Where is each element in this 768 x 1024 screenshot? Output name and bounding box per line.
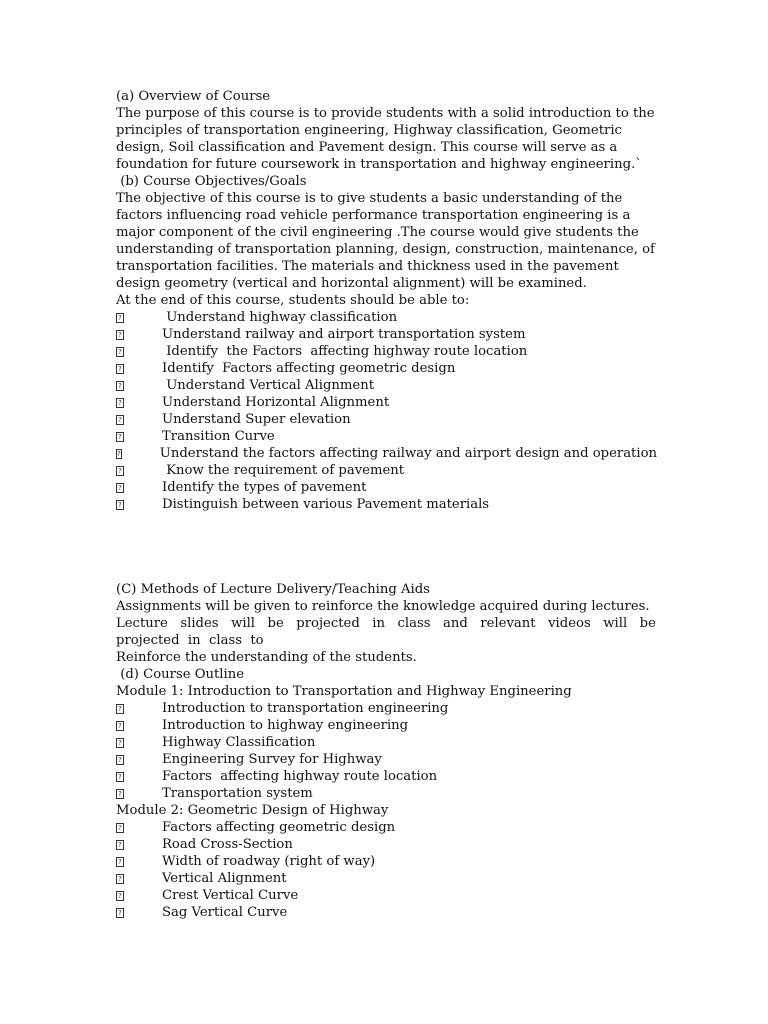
list-item — [116, 870, 656, 887]
overview-line: foundation for future coursework in transportation and highway engineering.` — [116, 157, 642, 172]
justified-word: will — [603, 616, 628, 631]
missing-glyph-icon: ? — [116, 483, 124, 493]
list-item — [116, 819, 656, 836]
justified-word: be — [639, 616, 656, 631]
missing-glyph-icon: ? — [116, 500, 124, 510]
list-item — [116, 343, 656, 360]
list-item — [116, 887, 656, 904]
module2-list — [116, 819, 656, 921]
methods-heading: (C) Methods of Lecture Delivery/Teaching Aids — [116, 582, 430, 597]
list-item-text: Identify the Factors affecting highway route location — [162, 344, 528, 359]
methods-line: projected in class to — [116, 633, 264, 648]
justified-word: videos — [548, 616, 591, 631]
list-item — [116, 700, 656, 717]
justified-word: Lecture — [116, 616, 168, 631]
missing-glyph-icon: ? — [116, 364, 124, 374]
list-item — [116, 853, 656, 870]
list-item — [116, 836, 656, 853]
list-item-text: Know the requirement of pavement — [162, 463, 405, 478]
list-item — [116, 462, 656, 479]
objectives-line: design geometry (vertical and horizontal alignment) will be examined. — [116, 276, 587, 291]
justified-word: will — [231, 616, 256, 631]
list-item — [116, 904, 656, 921]
justified-word: class — [397, 616, 431, 631]
list-item-text: Introduction to highway engineering — [162, 718, 409, 733]
list-item-text: Factors affecting geometric design — [162, 820, 396, 835]
list-item — [116, 377, 656, 394]
list-item-text: Highway Classification — [162, 735, 316, 750]
missing-glyph-icon: ? — [116, 313, 124, 323]
list-item — [116, 496, 656, 513]
outline-heading: (d) Course Outline — [116, 667, 245, 682]
list-item-text: Crest Vertical Curve — [162, 888, 299, 903]
missing-glyph-icon: ? — [116, 347, 124, 357]
list-item — [116, 734, 656, 751]
list-item — [116, 411, 656, 428]
list-item — [116, 785, 656, 802]
list-item — [116, 751, 656, 768]
missing-glyph-icon: ? — [116, 466, 124, 476]
missing-glyph-icon: ? — [116, 857, 124, 867]
missing-glyph-icon: ? — [116, 840, 124, 850]
list-item-text: Distinguish between various Pavement materials — [162, 497, 490, 512]
list-item — [116, 768, 656, 785]
overview-line: The purpose of this course is to provide students with a solid introduction to the — [116, 106, 655, 121]
objectives-line: transportation facilities. The materials and thickness used in the pavement — [116, 259, 619, 274]
list-item-text: Identify the types of pavement — [162, 480, 367, 495]
module1-list — [116, 700, 656, 802]
list-item-text: Introduction to transportation engineering — [162, 701, 449, 716]
objectives-list — [116, 309, 656, 513]
list-item — [116, 428, 656, 445]
objectives-line: factors influencing road vehicle performance transportation engineering is a — [116, 208, 631, 223]
missing-glyph-icon: ? — [116, 755, 124, 765]
list-item-text: Understand highway classification — [162, 310, 398, 325]
objectives-line: At the end of this course, students should be able to: — [116, 293, 470, 308]
missing-glyph-icon: ? — [116, 381, 124, 391]
module2-title: Module 2: Geometric Design of Highway — [116, 803, 389, 818]
list-item-text: Vertical Alignment — [162, 871, 287, 886]
list-item-text: Transportation system — [162, 786, 313, 801]
overview-line: principles of transportation engineering, Highway classification, Geometric — [116, 123, 622, 138]
list-item-text: Factors affecting highway route location — [162, 769, 438, 784]
list-item — [116, 309, 656, 326]
list-item-text: Understand the factors affecting railway and airport design and operation — [159, 446, 658, 461]
list-item — [116, 360, 656, 377]
list-item — [116, 479, 656, 496]
missing-glyph-icon: ? — [116, 330, 124, 340]
missing-glyph-icon: ? — [116, 432, 124, 442]
missing-glyph-icon: ? — [116, 891, 124, 901]
missing-glyph-icon: ? — [116, 415, 124, 425]
list-item-text: Sag Vertical Curve — [162, 905, 288, 920]
list-item-text: Understand Super elevation — [162, 412, 351, 427]
justified-word: and — [443, 616, 468, 631]
list-item — [116, 445, 656, 462]
list-item — [116, 717, 656, 734]
list-item — [116, 326, 656, 343]
list-item-text: Understand Horizontal Alignment — [162, 395, 390, 410]
objectives-line: understanding of transportation planning, design, construction, maintenance, of — [116, 242, 655, 257]
objectives-heading: (b) Course Objectives/Goals — [116, 174, 307, 189]
overview-line: design, Soil classification and Pavement design. This course will serve as a — [116, 140, 618, 155]
missing-glyph-icon: ? — [116, 398, 124, 408]
missing-glyph-icon: ? — [116, 738, 124, 748]
list-item-text: Identify Factors affecting geometric design — [162, 361, 456, 376]
justified-word: relevant — [480, 616, 536, 631]
list-item-text: Road Cross-Section — [162, 837, 293, 852]
missing-glyph-icon: ? — [116, 704, 124, 714]
justified-word: in — [372, 616, 386, 631]
module1-title: Module 1: Introduction to Transportation and Highway Engineering — [116, 684, 572, 699]
list-item-text: Understand Vertical Alignment — [162, 378, 374, 393]
list-item — [116, 394, 656, 411]
list-item-text: Transition Curve — [162, 429, 275, 444]
list-item-text: Understand railway and airport transportation system — [162, 327, 526, 342]
document-page — [116, 88, 656, 921]
missing-glyph-icon: ? — [116, 908, 124, 918]
methods-line: Reinforce the understanding of the students. — [116, 650, 417, 665]
justified-word: slides — [180, 616, 219, 631]
list-item-text: Width of roadway (right of way) — [162, 854, 376, 869]
justified-word: be — [267, 616, 284, 631]
objectives-line: The objective of this course is to give students a basic understanding of the — [116, 191, 623, 206]
missing-glyph-icon: ? — [116, 874, 124, 884]
missing-glyph-icon: ? — [116, 823, 124, 833]
missing-glyph-icon: ? — [116, 772, 124, 782]
missing-glyph-icon: ? — [116, 721, 124, 731]
justified-word: projected — [296, 616, 360, 631]
methods-justified-line — [116, 615, 656, 632]
missing-glyph-icon: ? — [117, 449, 121, 458]
overview-heading: (a) Overview of Course — [116, 89, 271, 104]
section-spacer — [116, 513, 656, 581]
objectives-line: major component of the civil engineering .The course would give students the — [116, 225, 639, 240]
missing-glyph-icon: ? — [116, 789, 124, 799]
list-item-text: Engineering Survey for Highway — [162, 752, 382, 767]
methods-line: Assignments will be given to reinforce the knowledge acquired during lectures. — [116, 599, 650, 614]
